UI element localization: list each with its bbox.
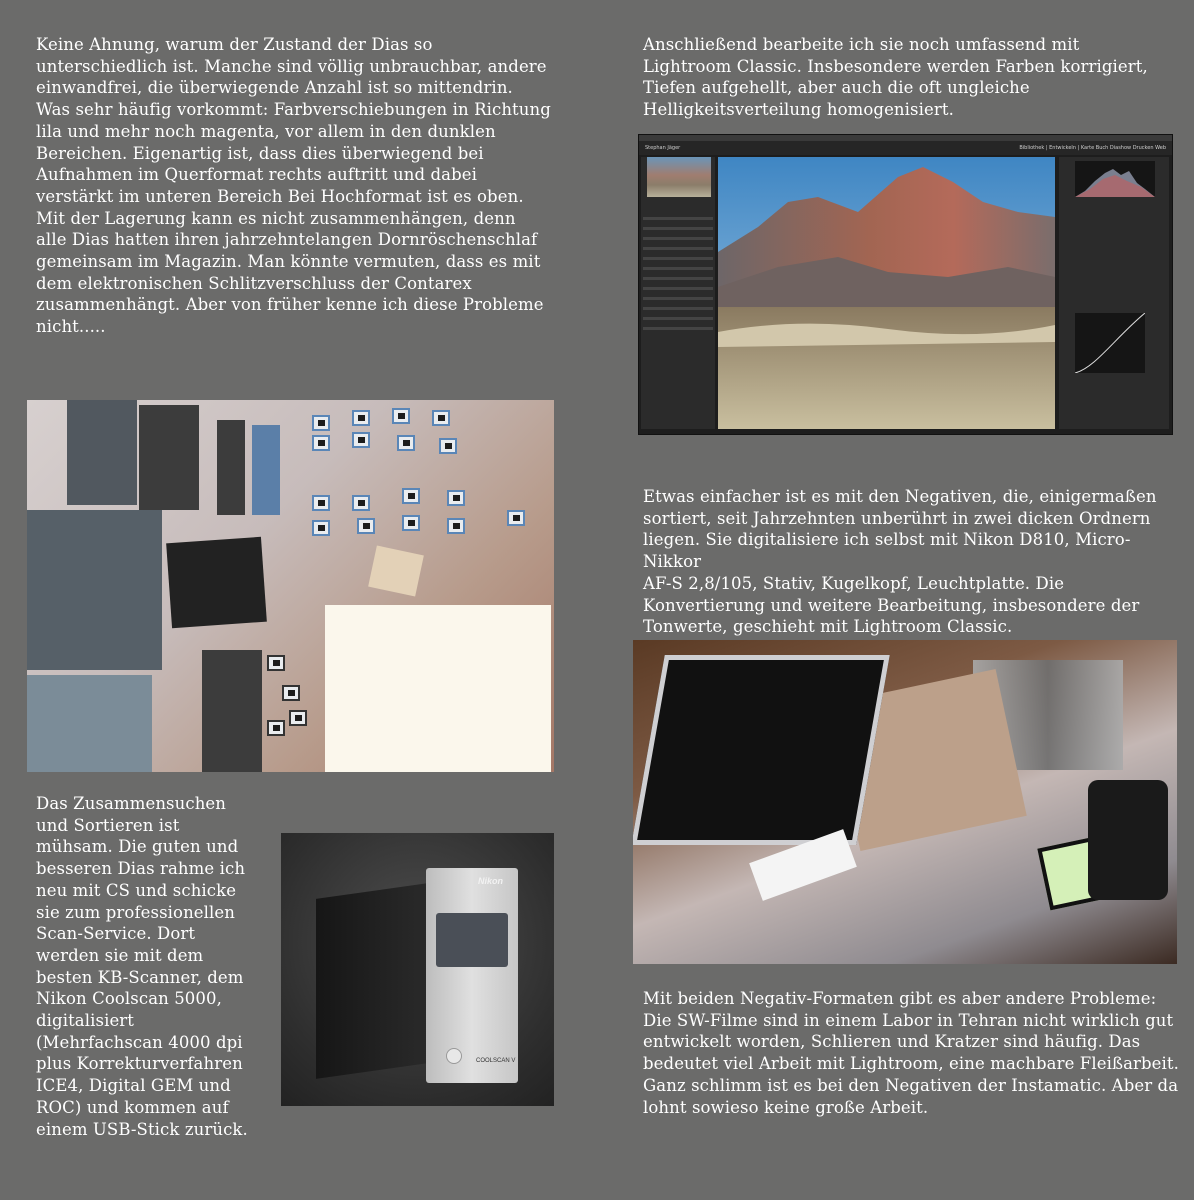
slide bbox=[312, 495, 330, 511]
panel-row bbox=[643, 277, 713, 280]
slide bbox=[352, 432, 370, 448]
slide bbox=[289, 710, 307, 726]
slide bbox=[447, 490, 465, 506]
scanner-side bbox=[316, 883, 428, 1079]
light-viewer bbox=[166, 537, 267, 628]
slide-projector bbox=[27, 510, 162, 670]
slide-magazine bbox=[67, 400, 137, 505]
lightroom-paragraph: Anschließend bearbeite ich sie noch umfassend mit Lightroom Classic. Insbesondere werden Farben korrigiert, Tiefen aufgehellt, aber auch die oft ungleiche Helligkeitsverteilung homogenisiert. bbox=[643, 35, 1148, 120]
slide bbox=[282, 685, 300, 701]
panel-row bbox=[643, 227, 713, 230]
tone-curve bbox=[1075, 313, 1145, 373]
scanner-front bbox=[426, 868, 518, 1083]
panel-row bbox=[643, 217, 713, 220]
camera bbox=[1088, 780, 1168, 900]
desk-digitizing-photo bbox=[633, 640, 1177, 964]
lightbox bbox=[325, 605, 551, 772]
slide bbox=[357, 518, 375, 534]
scanner-brand: Nikon bbox=[478, 876, 504, 886]
slide bbox=[267, 655, 285, 671]
panel-row bbox=[643, 287, 713, 290]
slide-card bbox=[368, 545, 424, 596]
slide bbox=[402, 515, 420, 531]
lightroom-header bbox=[639, 141, 1172, 155]
histogram-graph bbox=[1075, 161, 1155, 197]
slides-table-photo bbox=[27, 400, 554, 772]
slide bbox=[312, 415, 330, 431]
slide-magazine bbox=[139, 405, 199, 510]
slide bbox=[507, 510, 525, 526]
navigator-thumbnail bbox=[647, 157, 711, 197]
power-button bbox=[446, 1048, 462, 1064]
slide bbox=[312, 520, 330, 536]
panel-row bbox=[643, 267, 713, 270]
negatives-paragraph: Etwas einfacher ist es mit den Negativen, die, einigermaßen sortiert, seit Jahrzehnten unberührt in zwei dicken Ordnern liegen. Sie digitalisiere ich selbst mit Nikon D810, Micro-Nikkor AF-S 2,8/105, Stativ, Kugelkopf, Leuchtplatte. Die Konvertierung und weitere Bearbeitung, insbesondere der Tonwerte, geschieht mit Lightroom Classic. bbox=[643, 487, 1157, 637]
slide bbox=[432, 410, 450, 426]
imac bbox=[633, 655, 890, 845]
panel-row bbox=[643, 237, 713, 240]
sorting-paragraph: Das Zusammensuchen und Sortieren ist mühsam. Die guten und besseren Dias rahme ich neu mit CS und schicke sie zum professionellen Scan-Service. Dort werden sie mit dem besten KB-Scanner, dem Nikon Coolscan 5000, digitalisiert (Mehrfachscan 4000 dpi plus Korrekturverfahren ICE4, Digital GEM und ROC) und kommen auf einem USB-Stick zurück. bbox=[36, 794, 248, 1139]
tone-curve-graph bbox=[1075, 313, 1145, 373]
histogram bbox=[1075, 161, 1155, 197]
left-panel bbox=[641, 157, 715, 429]
slide bbox=[392, 408, 410, 424]
slide-magazine bbox=[217, 420, 245, 515]
landscape-photo bbox=[718, 157, 1055, 429]
slide bbox=[312, 435, 330, 451]
panel-row bbox=[643, 327, 713, 330]
panel-row bbox=[643, 317, 713, 320]
scanner-slot bbox=[436, 913, 508, 967]
problems-paragraph: Mit beiden Negativ-Formaten gibt es aber andere Probleme: Die SW-Filme sind in einem Labor in Tehran nicht wirklich gut entwickelt worden, Schlieren und Kratzer sind häufig. Das bedeutet viel Arbeit mit Lightroom, eine machbare Fleißarbeit. Ganz schlimm ist es bei den Negativen der Instamatic. Aber da lohnt sowieso keine große Arbeit. bbox=[643, 989, 1179, 1117]
slide bbox=[397, 435, 415, 451]
intro-paragraph: Keine Ahnung, warum der Zustand der Dias so unterschiedlich ist. Manche sind völlig unbrauchbar, andere einwandfrei, die überwiegende Anzahl ist so mittendrin. Was sehr häufig vorkommt: Farbverschiebungen in Richtung lila und mehr noch magenta, vor allem in den dunklen Bereichen. Eigenartig ist, dass dies überwiegend bei Aufnahmen im Querformat rechts auftritt und dabei verstärkt im unteren Bereich Bei Hochformat ist es oben. Mit der Lagerung kann es nicht zusammenhängen, denn alle Dias hatten ihren jahrzehntelangen Dornröschenschlaf gemeinsam im Magazin. Man könnte vermuten, dass es mit dem elektronischen Schlitzverschluss der Contarex zusammenhängt. Aber von früher kenne ich diese Probleme nicht..... bbox=[36, 35, 551, 337]
slide-magazine bbox=[202, 650, 262, 772]
slide bbox=[352, 410, 370, 426]
slide-magazine bbox=[27, 675, 152, 772]
panel-row bbox=[643, 297, 713, 300]
slide bbox=[267, 720, 285, 736]
right-panel bbox=[1059, 157, 1169, 429]
lightroom-modules: Bibliothek | Entwickeln | Karte Buch Diashow Drucken Web bbox=[1019, 145, 1166, 151]
scanner-body bbox=[316, 863, 521, 1088]
slide bbox=[447, 518, 465, 534]
slide bbox=[402, 488, 420, 504]
scanner-model: COOLSCAN V bbox=[476, 1058, 516, 1064]
nikon-scanner-photo bbox=[281, 833, 554, 1106]
slide bbox=[352, 495, 370, 511]
panel-row bbox=[643, 247, 713, 250]
slide-magazine bbox=[252, 425, 280, 515]
lightroom-user: Stephan Jäger bbox=[645, 145, 681, 151]
mountain-landscape bbox=[718, 157, 1055, 429]
panel-row bbox=[643, 307, 713, 310]
lightroom-screenshot bbox=[638, 134, 1173, 435]
panel-row bbox=[643, 257, 713, 260]
slide bbox=[439, 438, 457, 454]
